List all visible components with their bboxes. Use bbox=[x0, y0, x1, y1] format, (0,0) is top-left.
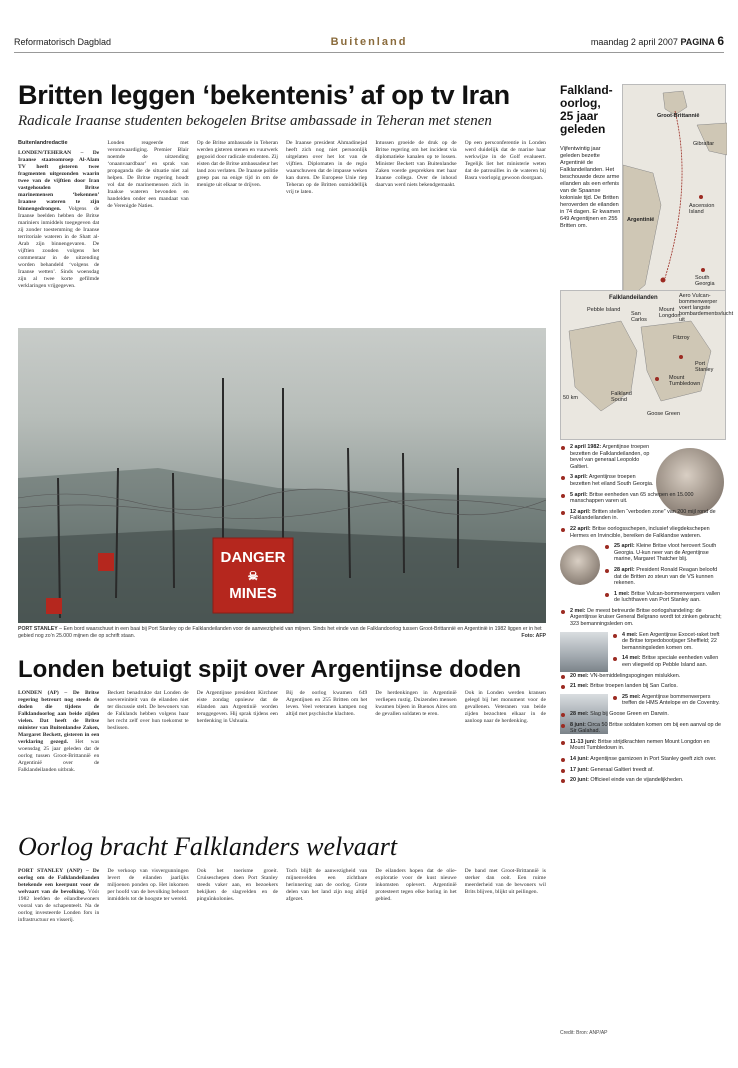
thatcher-portrait bbox=[560, 545, 600, 585]
timeline-event: 22 april: Britse oorlogsschepen, inclusief vliegdekschepen Hermes en Invincible, bereiken de Falklandse wateren. bbox=[560, 526, 726, 539]
label-mount-longdon: Mount Longdon bbox=[659, 307, 681, 319]
photo-credit: Foto: AFP bbox=[521, 632, 546, 639]
story1-byline: Buitenlandredactie bbox=[18, 140, 68, 146]
timeline-event: 12 april: Britten stellen “verboden zone” van 200 mijl rond de Falklandeilanden in. bbox=[560, 509, 726, 522]
story2-headline: Londen betuigt spijt over Argentijnse doden bbox=[18, 656, 522, 683]
label-san-carlos: San Carlos bbox=[631, 311, 647, 323]
main-subheadline: Radicale Iraanse studenten bekogelen Britse ambassade in Teheran met stenen bbox=[18, 113, 492, 129]
timeline-event: 8 juni: Circa 50 Britse soldaten komen om bij een aanval op de Sir Galahad. bbox=[560, 722, 726, 735]
skull-icon: ☠ bbox=[247, 568, 259, 583]
story2-col-2: Beckett benadrukte dat Londen de soevereiniteit van de eilanden niet ter discussie stelt. De bewoners van de Falklands hebben volgens haar het recht zelf over hun toekomst te beslissen. bbox=[107, 690, 189, 731]
timeline-event: 17 juni: Generaal Galtieri treedt af. bbox=[560, 767, 726, 774]
label-uk: Groot-Brittannië bbox=[657, 113, 700, 119]
story1-col-5: Intussen groeide de druk op de Britse regering om het incident via diplomatieke kanalen op te lossen. Minister Beckett van Buitenlandse Zaken voerde gesprekken met haar Iraanse collega. Over de inhoud daarvan werd niets bekendgemaakt. bbox=[375, 140, 457, 188]
photo-caption bbox=[18, 626, 546, 639]
story2-body bbox=[18, 690, 546, 822]
timeline-event: 5 april: Britse eenheden van 65 schepen en 15.000 manschappen varen uit. bbox=[560, 492, 726, 505]
story1-lead: LONDEN/TEHERAN – De Iraanse staatsomroep Al-Alam TV heeft gisteren twee fragmenten uitgezonden waarin twee van de vijftien door Iran vastgehouden Britse marinemensen ‘bekennen’ Iraanse wateren te zijn binnengedrongen. bbox=[18, 150, 100, 212]
story2-col-4: Bij de oorlog kwamen 649 Argentijnen en 255 Britten om het leven. Veel veteranen kampen nog altijd met psychische klachten. bbox=[285, 690, 368, 717]
timeline-event: 4 mei: Een Argentijnse Exocet-raket treft de Britse torpedobootjager Sheffield; 22 bemanningsleden komen om. bbox=[612, 632, 726, 652]
story1-col-3: Op de Britse ambassade in Teheran werden gisteren stenen en vuurwerk gegooid door radicale studenten. Zij eisten dat de Britse ambassadeur het land zou verlaten. De Iraanse politie greep pas na enige tijd in om de menigte uit elkaar te drijven. bbox=[196, 140, 278, 188]
sign-mines: MINES bbox=[229, 584, 277, 602]
date-page bbox=[504, 34, 724, 48]
timeline-event: 28 april: President Ronald Reagan beloofd dat de Britten zo steun van de VS kunnen rekenen. bbox=[604, 567, 726, 587]
timeline-event: 14 juni: Argentijnse garnizoen in Port Stanley geeft zich over. bbox=[560, 756, 726, 763]
label-pebble: Pebble Island bbox=[587, 307, 621, 313]
caption-place: PORT STANLEY bbox=[18, 626, 58, 632]
timeline-event: 14 mei: Britse speciale eenheden vallen een vliegveld op Pebble Island aan. bbox=[612, 655, 726, 668]
jet-photo bbox=[560, 632, 608, 672]
timeline-event: 21 mei: Britse troepen landen bij San Carlos. bbox=[560, 683, 726, 690]
story3-lead: PORT STANLEY (ANP) – De oorlog om de Falklandeilanden betekende een keerpunt voor de welvaart van de bevolking. bbox=[18, 868, 100, 895]
timeline-event: 25 mei: Argentijnse bommenwerpers treffen de HMS Antelope en de Coventry. bbox=[612, 694, 726, 707]
timeline-event: 25 april: Kleine Britse vloot herovert South Georgia. U-kun neer van de Argentijnse marine, Margaret Thatcher blij. bbox=[604, 543, 726, 563]
map-scale: 50 km bbox=[563, 395, 578, 401]
label-port-stanley: Port Stanley bbox=[695, 361, 714, 373]
timeline-part-3 bbox=[560, 632, 726, 669]
story1-col1-text: Volgens de Iraanse beelden hebben de Britse mariniers inmiddels toegegeven dat zij zonder toestemming de Iraanse territoriale wateren in de Shatt al-Arab zijn binnengevaren. De vijftien zouden volgens het commentaar in de uitzending worden behandeld ‘volgens de Iraanse wetten’. Sinds woensdag zijn al twee korte gefilmde verklaringen vrijgegeven. bbox=[18, 206, 100, 289]
story3-col-5: De eilanders hopen dat de olie-exploratie voor de kust nieuwe inkomsten oplevert. Argentinië protesteert tegen elke boring in het gebied. bbox=[375, 868, 457, 902]
timeline-event: 1 mei: Britse Vulcan-bommenwerpers vallen de luchthaven van Port Stanley aan. bbox=[604, 591, 726, 604]
story2-col1-text: Het was woensdag 25 jaar geleden dat de oorlog tussen Groot-Brittannië en Argentinië over de Falklandeilanden uitbrak. bbox=[18, 739, 100, 773]
atlantic-map bbox=[622, 84, 726, 294]
label-ascension: Ascension Island bbox=[689, 203, 715, 215]
mines-photo bbox=[18, 328, 546, 623]
top-rule bbox=[14, 52, 724, 53]
label-argentina: Argentinië bbox=[627, 217, 655, 223]
story3-col-2: De verkoop van visvergunningen levert de eilanden jaarlijks miljoenen ponden op. Het inkomen per hoofd van de bevolking behoort inmiddels tot de hoogste ter wereld. bbox=[107, 868, 189, 902]
story3-headline: Oorlog bracht Falklanders welvaart bbox=[18, 832, 398, 861]
story3-body bbox=[18, 868, 546, 1044]
issue-date: maandag 2 april 2007 bbox=[590, 37, 678, 47]
sidebar-intro: Vijfentwintig jaar geleden bezette Argentinië de Falklandeilanden. Het beschouwde deze arme eilanden als een erfenis van de Spaanse koloniale tijd. De Britten heroverden de eilanden in 74 dagen. Er kwamen 649 Argentijnen en 255 Britten om. bbox=[560, 146, 621, 229]
timeline-event: 20 juni: Officieel einde van de vijandelijkheden. bbox=[560, 777, 726, 784]
story3-col1-text: Vóór 1982 leefden de eilandbewoners vooral van de schapenteelt. Na de oorlog investeerde Londen fors in infrastructuur en visserij. bbox=[18, 889, 100, 923]
falklands-sidebar bbox=[560, 83, 734, 1044]
story2-col-6: Ook in Londen werden kransen gelegd bij het monument voor de gevallenen. Veteranen van beide zijden bezochten elkaar in de aanloop naar de herdenking. bbox=[464, 690, 546, 724]
timeline-event: 20 mei: VN-bemiddelingspogingen mislukken. bbox=[560, 673, 726, 680]
timeline-event: 3 april: Argentijnse troepen bezetten het eiland South Georgia. bbox=[560, 474, 656, 487]
timeline bbox=[560, 444, 726, 788]
timeline-event: 28 mei: Slag bij Goose Green en Darwin. bbox=[560, 711, 726, 718]
timeline-event: 11-13 juni: Britse strijdkrachten nemen Mount Longdon en Mount Tumbledown in. bbox=[560, 739, 726, 752]
page-number: 6 bbox=[717, 34, 724, 48]
story2-col-1 bbox=[18, 690, 99, 822]
map2-title: Falklandeilanden bbox=[609, 295, 658, 301]
story2-col-5: De herdenkingen in Argentinië verliepen rustig. Duizenden mensen kwamen bijeen in Buenos Aires om de gevallen soldaten te eren. bbox=[375, 690, 457, 717]
label-falkland-sound: Falkland Sound bbox=[611, 391, 632, 403]
section-name: Buitenland bbox=[330, 36, 408, 48]
falklands-map bbox=[560, 290, 734, 440]
label-fitzroy: Fitzroy bbox=[673, 335, 690, 341]
story3-col-4: Toch blijft de aanwezigheid van mijnenvelden een zichtbare herinnering aan de oorlog. Grote delen van het land zijn nog altijd afgezet. bbox=[285, 868, 368, 902]
main-headline: Britten leggen ‘bekentenis’ af op tv Iran bbox=[18, 80, 510, 110]
label-goose-green: Goose Green bbox=[647, 411, 681, 417]
map2-note: Aero Vulcan-bommenwerper voert langste bombardementsvlucht uit bbox=[679, 293, 734, 323]
masthead bbox=[14, 34, 724, 50]
story1-col-2: Londen reageerde met verontwaardiging. Premier Blair noemde de uitzending ‘onaanvaardbaar’ en sprak van propaganda die de situatie niet zal helpen. De Britse regering houdt vol dat de marinemensen zich in Iraakse wateren bevonden en handelden onder een mandaat van de Verenigde Naties. bbox=[107, 140, 189, 209]
story1-col-4: De Iraanse president Ahmadinejad heeft zich nog niet persoonlijk uitgelaten over het lot van de vijftien. Diplomaten in de regio waarschuwen dat de impasse weken kan duren. De Europese Unie riep Teheran op de Britten onmiddellijk vrij te laten. bbox=[285, 140, 368, 195]
timeline-part-4 bbox=[560, 694, 726, 707]
sidebar-title: Falkland- oorlog, 25 jaar geleden bbox=[560, 83, 613, 136]
label-gibraltar: Gibraltar bbox=[693, 141, 715, 147]
story1-col-1 bbox=[18, 140, 99, 320]
danger-sign bbox=[213, 538, 293, 613]
timeline-event: 2 mei: De meest betreurde Britse oorlogshandeling: de Argentijnse kruiser General Belgrano wordt tot zinken gebracht; 323 bemanningsleden om. bbox=[560, 608, 726, 628]
graphic-credit: Credit: Bron: ANP/AP bbox=[560, 1030, 608, 1036]
story1-col-6: Op een persconferentie in Londen werd duidelijk dat de marine haar werkwijze in de Golf evalueert. Tegelijk liet het ministerie weten dat de patrouilles in de wateren bij Basra voorlopig gewoon doorgaan. bbox=[464, 140, 546, 181]
story2-col-3: De Argentijnse president Kirchner eiste zondag opnieuw dat de eilanden aan Argentinië worden teruggegeven. Hij sprak tijdens een herdenking in Ushuaia. bbox=[196, 690, 278, 724]
sign-danger: DANGER bbox=[220, 548, 286, 566]
story1-body bbox=[18, 140, 546, 320]
paper-name: Reformatorisch Dagblad bbox=[14, 37, 112, 47]
timeline-part-2 bbox=[560, 543, 726, 604]
story3-col-1 bbox=[18, 868, 99, 1044]
caption-text: – Een bord waarschuwt in een baai bij Port Stanley op de Falklandeilanden voor de aanwezigheid van mijnen. Sinds het einde van de Falklandoorlog tussen Groot-Brittannië en Argentinië in 1982 liggen er in het gebied nog zo’n 25.000 mijnen die op schrift staan. bbox=[18, 626, 542, 639]
label-tumbledown: Mount Tumbledown bbox=[669, 375, 701, 387]
page-label: PAGINA bbox=[680, 37, 715, 47]
story3-col-3: Ook het toerisme groeit. Cruiseschepen doen Port Stanley steeds vaker aan, en bezoekers bekijken de slagvelden en de pinguïnkolonies. bbox=[196, 868, 278, 902]
label-south-georgia: South Georgia bbox=[695, 275, 715, 287]
story3-col-6: De band met Groot-Brittannië is sterker dan ooit. Een ruime meerderheid van de bewoners wil Brits blijven, blijkt uit peilingen. bbox=[464, 868, 546, 895]
story2-lead: LONDEN (AP) – De Britse regering betreurt nog steeds de doden die tijdens de Falklandoorlog aan beide zijden vielen. Dat heeft de Britse minister van Buitenlandse Zaken, Margaret Beckett, gisteren in een verklaring gezegd. bbox=[18, 690, 100, 745]
timeline-part-1 bbox=[560, 444, 656, 488]
timeline-event: 2 april 1982: Argentijnse troepen bezetten de Falklandeilanden, op bevel van generaal Leopoldo Galtieri. bbox=[560, 444, 656, 470]
